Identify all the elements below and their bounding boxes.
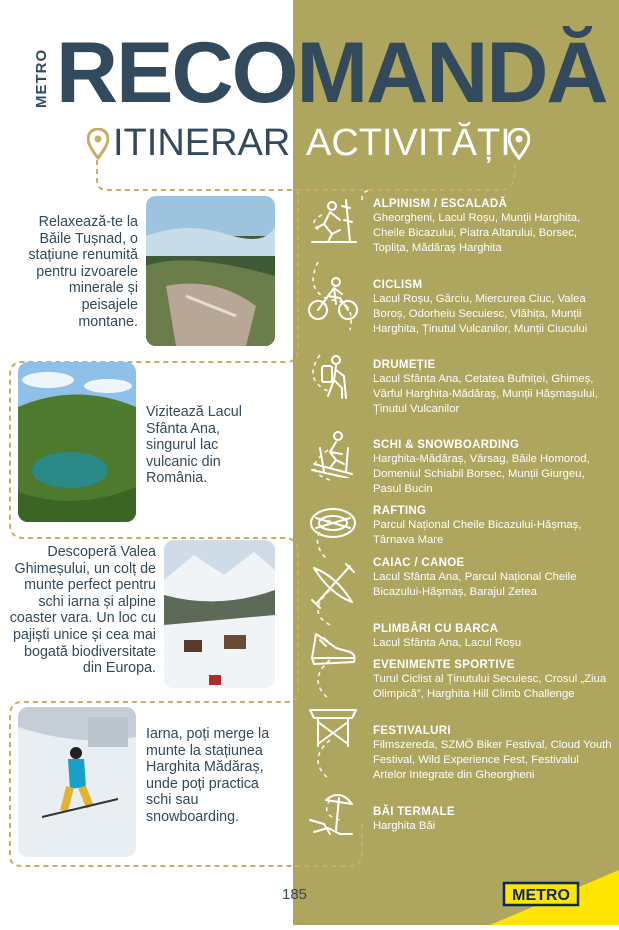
activity-festivaluri bbox=[373, 724, 613, 783]
hiking-icon bbox=[306, 352, 360, 402]
page-number: 185 bbox=[282, 886, 308, 903]
activities-heading: ACTIVITĂȚI bbox=[306, 122, 511, 164]
caption-baile-tusnad: Relaxează-te la Băile Tușnad, o stațiune renumită pentru izvoarele minerale și peisajele montane. bbox=[28, 214, 138, 330]
activity-evenimente bbox=[373, 658, 613, 702]
activity-drumetie bbox=[373, 358, 613, 417]
photo-lacul-sfanta-ana bbox=[18, 362, 136, 522]
activity-title: FESTIVALURI bbox=[373, 725, 451, 737]
activity-locations: Parcul Național Cheile Bicazului-Hășmaș, Târnava Mare bbox=[373, 519, 582, 546]
rafting-icon bbox=[306, 498, 360, 548]
location-pin-icon bbox=[87, 128, 109, 160]
activity-locations: Harghita Băi bbox=[373, 820, 436, 832]
activity-ciclism bbox=[373, 278, 613, 337]
activity-title: CAIAC / CANOE bbox=[373, 557, 465, 569]
brand-vertical-label: METRO bbox=[33, 48, 50, 108]
caption-lacul-sfanta-ana: Vizitează Lacul Sfânta Ana, singurul lac vulcanic din România. bbox=[146, 404, 242, 487]
activity-caiac bbox=[373, 556, 613, 600]
kayak-icon bbox=[306, 560, 360, 610]
cycling-icon bbox=[306, 274, 360, 324]
activity-title: PLIMBĂRI CU BARCA bbox=[373, 623, 499, 635]
metro-logo bbox=[490, 870, 619, 925]
activity-bai-termale bbox=[373, 805, 613, 834]
festival-tent-icon bbox=[306, 700, 360, 750]
activity-title: DRUMEȚIE bbox=[373, 359, 436, 371]
activity-title: RAFTING bbox=[373, 505, 427, 517]
activity-title: CICLISM bbox=[373, 279, 423, 291]
caption-valea-ghimesului: Descoperă Valea Ghimeșului, un colț de munte perfect pentru schi iarna și alpine coaster vara. Un loc cu pajiști unice și cea mai bogată biodiversitate din Europa. bbox=[9, 544, 156, 677]
activity-locations: Turul Ciclist al Ținutului Secuiesc, Crosul „Ziua Olimpică”, Harghita Hill Climb Challenge bbox=[373, 673, 607, 700]
activity-locations: Lacul Sfânta Ana, Cetatea Bufniței, Ghimeș, Vârful Harghita-Mădăraș, Munții Hășmașului, Ținutul Vulcanilor bbox=[373, 373, 598, 415]
photo-valea-ghimesului bbox=[164, 540, 275, 688]
activity-title: EVENIMENTE SPORTIVE bbox=[373, 659, 515, 671]
sneaker-icon bbox=[306, 624, 360, 674]
activity-locations: Lacul Roșu, Gârciu, Miercurea Ciuc, Valea Boroș, Odorheiu Secuiesc, Vlăhița, Munții Harghita, Ținutul Vulcanilor, Munții Ciucului bbox=[373, 293, 588, 335]
metro-logo-text: METRO bbox=[512, 887, 570, 904]
activity-title: ALPINISM / ESCALADĂ bbox=[373, 198, 508, 210]
activity-alpinism bbox=[373, 197, 613, 256]
photo-harghita-madaras bbox=[18, 707, 136, 857]
activity-locations: Harghita-Mădăraș, Vârsag, Băile Homorod, Domeniul Schiabil Borsec, Munții Giurgeu, Pasul Bucin bbox=[373, 453, 590, 495]
activity-locations: Gheorgheni, Lacul Roșu, Munții Harghita, Cheile Bicazului, Piatra Altarului, Borsec, Toplița, Mădăraș Harghita bbox=[373, 212, 581, 254]
activity-title: BĂI TERMALE bbox=[373, 806, 455, 818]
activity-locations: Lacul Sfânta Ana, Lacul Roșu bbox=[373, 637, 522, 649]
activity-locations: Filmszereda, SZMÖ Biker Festival, Cloud Youth Festival, Wild Experience Fest, Festivalul Artelor Integrate din Gheorgheni bbox=[373, 739, 612, 781]
activity-plimbari bbox=[373, 622, 613, 651]
activity-title: SCHI & SNOWBOARDING bbox=[373, 439, 520, 451]
itinerary-heading: ITINERAR bbox=[113, 122, 291, 164]
activity-rafting bbox=[373, 504, 613, 548]
page-title: RECOMANDĂ bbox=[56, 25, 607, 121]
activity-schi bbox=[373, 438, 613, 497]
skiing-icon bbox=[306, 428, 360, 478]
climbing-icon bbox=[306, 196, 360, 246]
caption-harghita-madaras: Iarna, poți merge la munte la stațiunea Harghita Mădăraș, unde poți practica schi sau snowboarding. bbox=[146, 726, 270, 825]
beach-chair-icon bbox=[306, 790, 360, 840]
location-pin-icon bbox=[508, 128, 530, 160]
activity-locations: Lacul Sfânta Ana, Parcul Național Cheile Bicazului-Hășmaș, Barajul Zetea bbox=[373, 571, 577, 598]
photo-baile-tusnad bbox=[146, 196, 275, 346]
